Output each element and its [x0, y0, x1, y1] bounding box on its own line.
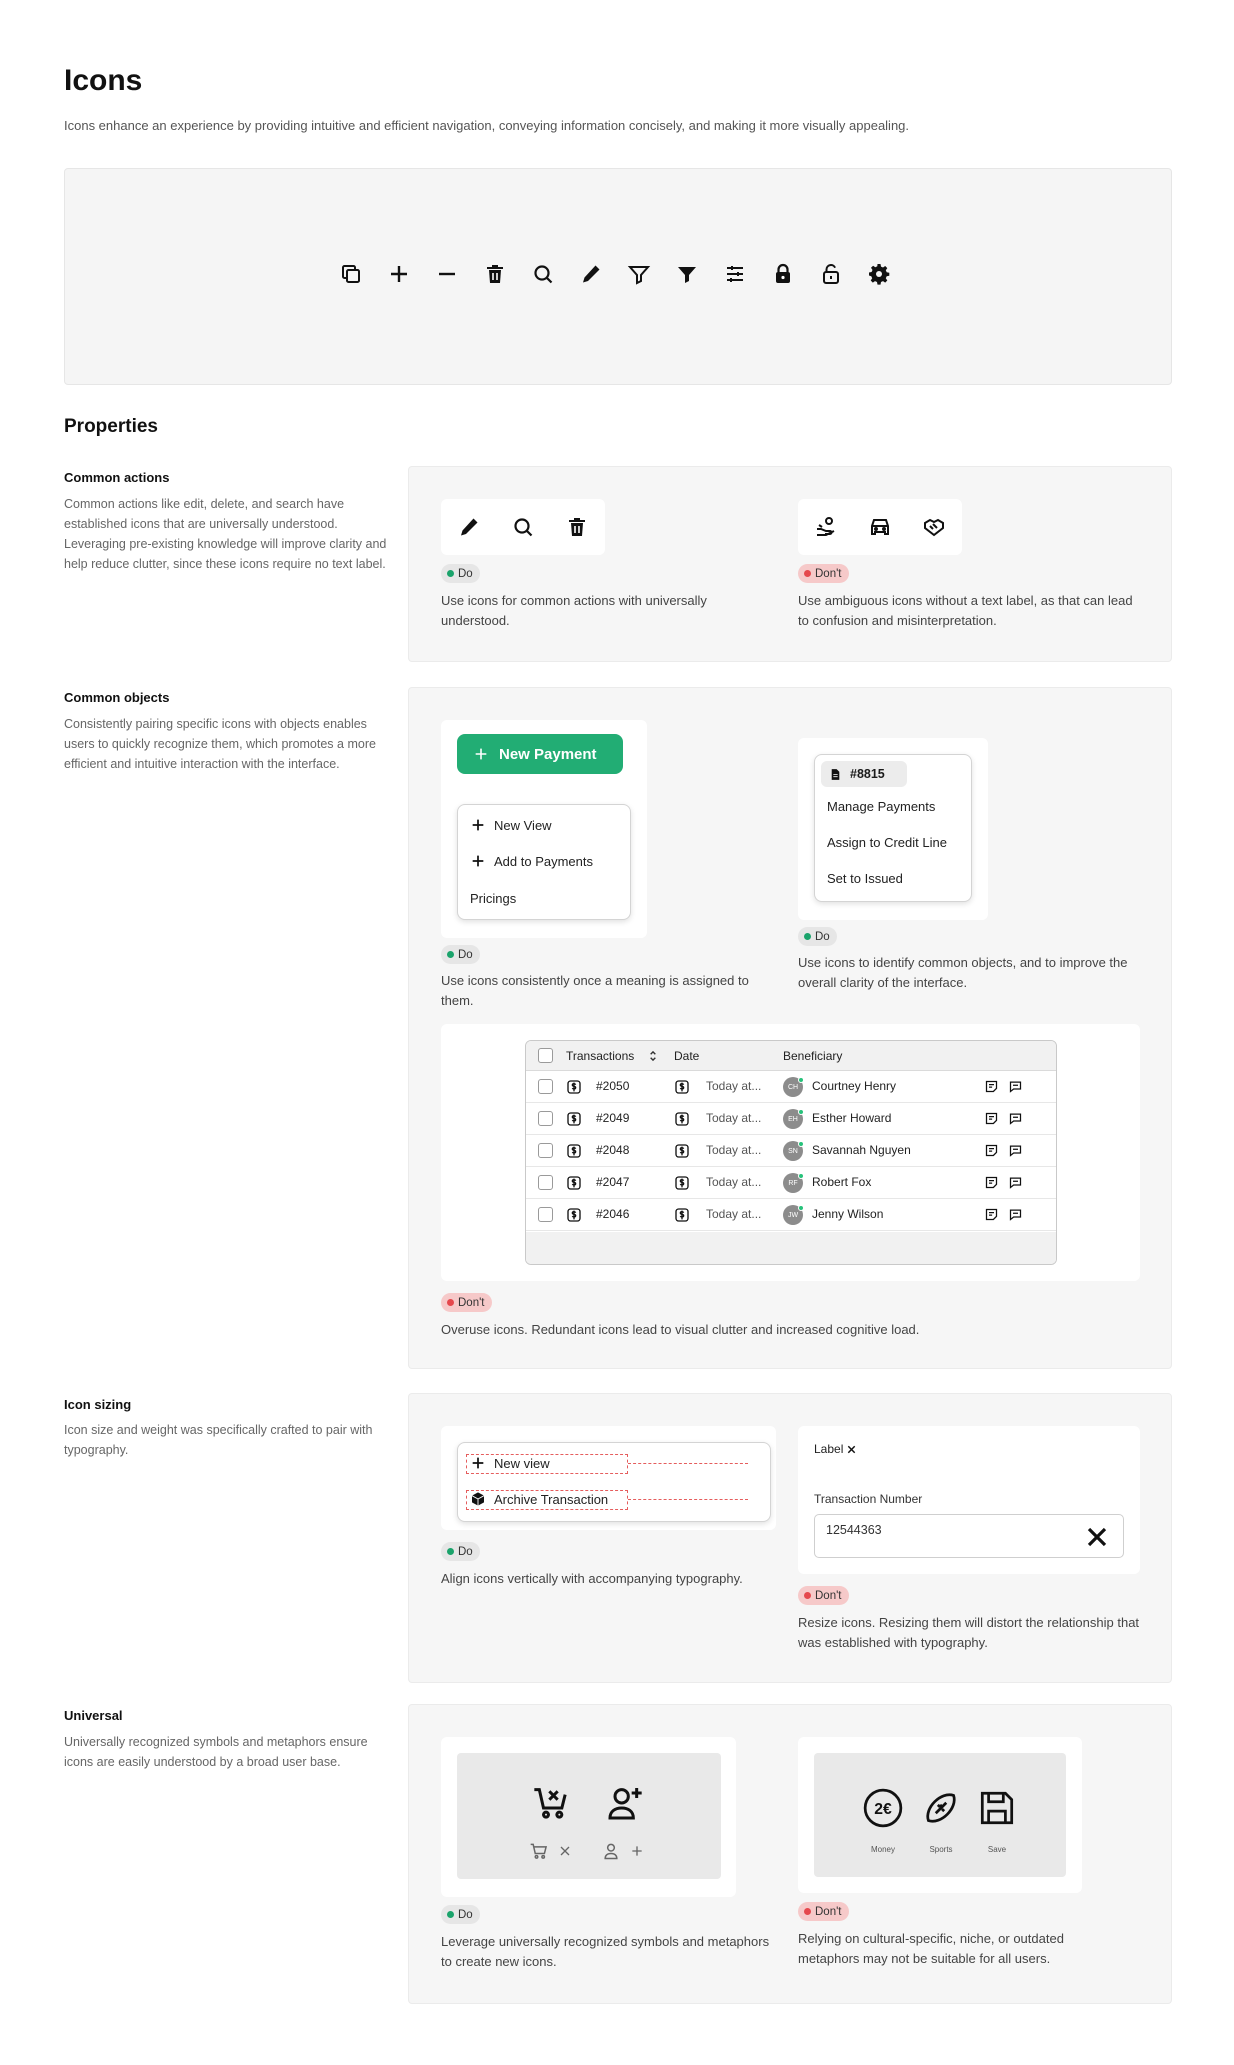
section-desc-icon-sizing: Icon size and weight was specifically crafted to pair with typography.: [64, 1423, 373, 1457]
alignment-menu: [457, 1442, 771, 1522]
transaction-date: Today at...: [706, 1143, 762, 1157]
beneficiary-name: Esther Howard: [812, 1111, 892, 1125]
do-badge: Do: [798, 927, 837, 946]
dont-caption: Resize icons. Resizing them will distort the relationship that was established with typography.: [798, 1615, 1140, 1650]
avatar: CH: [783, 1077, 803, 1097]
close-icon[interactable]: [1085, 1525, 1109, 1549]
transaction-date: Today at...: [706, 1079, 762, 1093]
table-row[interactable]: [526, 1199, 1056, 1231]
chat-icon[interactable]: [1008, 1175, 1024, 1191]
header-transactions[interactable]: Transactions: [566, 1049, 635, 1063]
search-icon: [531, 262, 555, 286]
unlock-icon: [819, 262, 843, 286]
two-euro-coin-icon: [862, 1787, 904, 1829]
do-badge: Do: [441, 1905, 480, 1924]
note-icon[interactable]: [984, 1111, 1000, 1127]
filter-filled-icon: [675, 262, 699, 286]
avatar: EH: [783, 1109, 803, 1129]
page-subtitle: Icons enhance an experience by providing intuitive and efficient navigation, conveying information concisely, and making it more visually appealing.: [64, 118, 910, 133]
transaction-date: Today at...: [706, 1175, 762, 1189]
trash-icon[interactable]: [565, 515, 589, 539]
new-menu: [457, 804, 631, 920]
copy-icon: [339, 262, 363, 286]
do-caption: Use icons for common actions with universally understood.: [441, 593, 707, 628]
sliders-icon: [723, 262, 747, 286]
section-title-icon-sizing: Icon sizing: [64, 1397, 132, 1412]
dont-icons-card: [798, 499, 962, 555]
table-row[interactable]: [526, 1071, 1056, 1103]
dollar-icon: [566, 1207, 582, 1223]
section-title-common-actions: Common actions: [64, 470, 170, 485]
do-new-payment-card: [441, 720, 647, 938]
section-title-universal: Universal: [64, 1708, 123, 1723]
row-checkbox[interactable]: [538, 1111, 553, 1126]
plus-icon: [470, 817, 486, 833]
transaction-date: Today at...: [706, 1207, 762, 1221]
menu-item-add-to-payments[interactable]: Add to Payments: [470, 853, 593, 869]
dollar-icon: [566, 1079, 582, 1095]
dollar-icon: [566, 1175, 582, 1191]
plus-icon: [629, 1843, 645, 1859]
page-title: Icons: [64, 64, 143, 97]
panel-common-actions: [408, 466, 1172, 662]
beneficiary-name: Courtney Henry: [812, 1079, 897, 1093]
pencil-icon: [579, 262, 603, 286]
floppy-disk-icon: [976, 1787, 1018, 1829]
chat-icon[interactable]: [1008, 1079, 1024, 1095]
beneficiary-name: Robert Fox: [812, 1175, 872, 1189]
handshake-icon[interactable]: [922, 515, 946, 539]
dollar-icon: [674, 1143, 690, 1159]
transaction-id: #2046: [596, 1207, 630, 1221]
plus-icon: [473, 746, 489, 762]
dollar-icon: [674, 1111, 690, 1127]
do-caption: Use icons to identify common objects, and to improve the overall clarity of the interface.: [798, 955, 1128, 990]
plus-icon: [470, 1455, 486, 1471]
dont-caption: Use ambiguous icons without a text label, as that can lead to confusion and misinterpretation.: [798, 593, 1133, 628]
do-universal-card: [441, 1737, 736, 1897]
guide-line-archive: [628, 1499, 748, 1500]
note-icon[interactable]: [984, 1079, 1000, 1095]
hand-coins-icon[interactable]: [814, 515, 838, 539]
pencil-icon[interactable]: [457, 515, 481, 539]
filter-outline-icon: [627, 262, 651, 286]
table-header: [526, 1041, 1056, 1071]
do-caption: Align icons vertically with accompanying typography.: [441, 1571, 743, 1586]
properties-heading: Properties: [64, 416, 158, 437]
dont-badge: Don't: [798, 1586, 849, 1605]
chat-icon[interactable]: [1008, 1143, 1024, 1159]
american-football-icon: [920, 1787, 962, 1829]
sort-icon[interactable]: [646, 1049, 660, 1063]
transaction-date: Today at...: [706, 1111, 762, 1125]
section-desc-common-actions: Common actions like edit, delete, and search have established icons that are universally understood. Leveraging pre-existing knowledge will improve clarity and help reduce clutter, since these icons require no text label.: [64, 497, 387, 571]
note-icon[interactable]: [984, 1143, 1000, 1159]
dont-badge: Don't: [798, 564, 849, 583]
cultural-icons-box: [814, 1753, 1066, 1877]
note-icon[interactable]: [984, 1207, 1000, 1223]
menu-item-archive-transaction[interactable]: Archive Transaction: [470, 1491, 608, 1507]
user-add-icon: [605, 1783, 645, 1823]
payment-id-chip: #8815: [821, 761, 907, 787]
menu-item-set-issued[interactable]: Set to Issued: [827, 871, 903, 886]
label-sports: Sports: [929, 1845, 953, 1854]
car-icon[interactable]: [868, 515, 892, 539]
transaction-id: #2049: [596, 1111, 630, 1125]
dollar-icon: [674, 1079, 690, 1095]
dont-badge: Don't: [441, 1293, 492, 1312]
dont-badge: Don't: [798, 1902, 849, 1921]
x-icon: [557, 1843, 573, 1859]
gear-icon: [867, 262, 891, 286]
section-title-common-objects: Common objects: [64, 690, 170, 705]
dont-caption: Relying on cultural-specific, niche, or outdated metaphors may not be suitable for all users.: [798, 1931, 1064, 1966]
transaction-id: #2050: [596, 1079, 630, 1093]
select-all-checkbox[interactable]: [538, 1048, 553, 1063]
cart-remove-icon: [531, 1783, 571, 1823]
note-icon[interactable]: [984, 1175, 1000, 1191]
lock-icon: [771, 262, 795, 286]
panel-universal: [408, 1704, 1172, 2004]
panel-common-objects: [408, 687, 1172, 1369]
menu-item-new-view[interactable]: New View: [470, 817, 552, 833]
dont-universal-card: [798, 1737, 1082, 1893]
menu-item-assign-credit-line[interactable]: Assign to Credit Line: [827, 835, 947, 850]
beneficiary-name: Jenny Wilson: [812, 1207, 884, 1221]
avatar: JW: [783, 1205, 803, 1225]
do-icons-card: [441, 499, 605, 555]
cart-icon: [529, 1841, 549, 1861]
dollar-icon: [566, 1111, 582, 1127]
row-checkbox[interactable]: [538, 1079, 553, 1094]
transaction-id: #2048: [596, 1143, 630, 1157]
do-badge: Do: [441, 564, 480, 583]
transaction-id: #2047: [596, 1175, 630, 1189]
dont-table-card: [441, 1024, 1140, 1281]
section-desc-universal: Universally recognized symbols and metaphors ensure icons are easily understood by a broad user base.: [64, 1735, 368, 1769]
avatar: RF: [783, 1173, 803, 1193]
svg-text:2€: 2€: [874, 1800, 892, 1818]
beneficiary-name: Savannah Nguyen: [812, 1143, 911, 1157]
table-footer: [526, 1232, 1056, 1264]
transaction-number-input[interactable]: [814, 1514, 1124, 1558]
dollar-icon: [566, 1143, 582, 1159]
do-alignment-card: [441, 1426, 776, 1530]
close-icon[interactable]: [846, 1444, 857, 1455]
panel-icon-sizing: [408, 1393, 1172, 1683]
menu-item-new-view[interactable]: New view: [470, 1455, 550, 1471]
payment-context-menu: [814, 754, 972, 902]
search-icon[interactable]: [511, 515, 535, 539]
plus-icon: [470, 853, 486, 869]
row-checkbox[interactable]: [538, 1175, 553, 1190]
header-beneficiary[interactable]: Beneficiary: [783, 1049, 843, 1063]
row-checkbox[interactable]: [538, 1207, 553, 1222]
do-context-menu-card: [798, 738, 988, 920]
table-row[interactable]: [526, 1135, 1056, 1167]
do-badge: Do: [441, 945, 480, 964]
dollar-icon: [674, 1207, 690, 1223]
user-icon: [601, 1841, 621, 1861]
field-label: Transaction Number: [814, 1492, 923, 1506]
dont-resize-card: [798, 1426, 1140, 1574]
guide-line-new-view: [628, 1463, 748, 1464]
minus-icon: [435, 262, 459, 286]
menu-item-manage-payments[interactable]: Manage Payments: [827, 799, 936, 814]
do-caption: Use icons consistently once a meaning is assigned to them.: [441, 973, 749, 1008]
document-icon: [829, 768, 842, 781]
new-payment-button[interactable]: New Payment: [457, 734, 623, 774]
chat-icon[interactable]: [1008, 1111, 1024, 1127]
trash-icon: [483, 262, 507, 286]
label-save: Save: [987, 1845, 1007, 1854]
chat-icon[interactable]: [1008, 1207, 1024, 1223]
icon-showcase: [64, 168, 1172, 385]
universal-icons-box: [457, 1753, 721, 1879]
row-checkbox[interactable]: [538, 1143, 553, 1158]
dont-caption: Overuse icons. Redundant icons lead to visual clutter and increased cognitive load.: [441, 1322, 920, 1337]
menu-item-pricings[interactable]: Pricings: [470, 891, 517, 906]
input-value: 12544363: [826, 1523, 882, 1537]
do-badge: Do: [441, 1542, 480, 1561]
header-date[interactable]: Date: [674, 1049, 700, 1063]
section-desc-common-objects: Consistently pairing specific icons with objects enables users to quickly recognize them, which promotes a more efficient and intuitive interaction with the interface.: [64, 717, 376, 771]
archive-box-icon: [470, 1491, 486, 1507]
transactions-table: [525, 1040, 1057, 1265]
avatar: SN: [783, 1141, 803, 1161]
plus-icon: [387, 262, 411, 286]
table-row[interactable]: [526, 1103, 1056, 1135]
dollar-icon: [674, 1175, 690, 1191]
table-row[interactable]: [526, 1167, 1056, 1199]
label-tag: Label: [814, 1442, 857, 1456]
icon-showcase-row: [339, 262, 891, 286]
label-money: Money: [870, 1845, 895, 1854]
do-caption: Leverage universally recognized symbols and metaphors to create new icons.: [441, 1934, 770, 1969]
